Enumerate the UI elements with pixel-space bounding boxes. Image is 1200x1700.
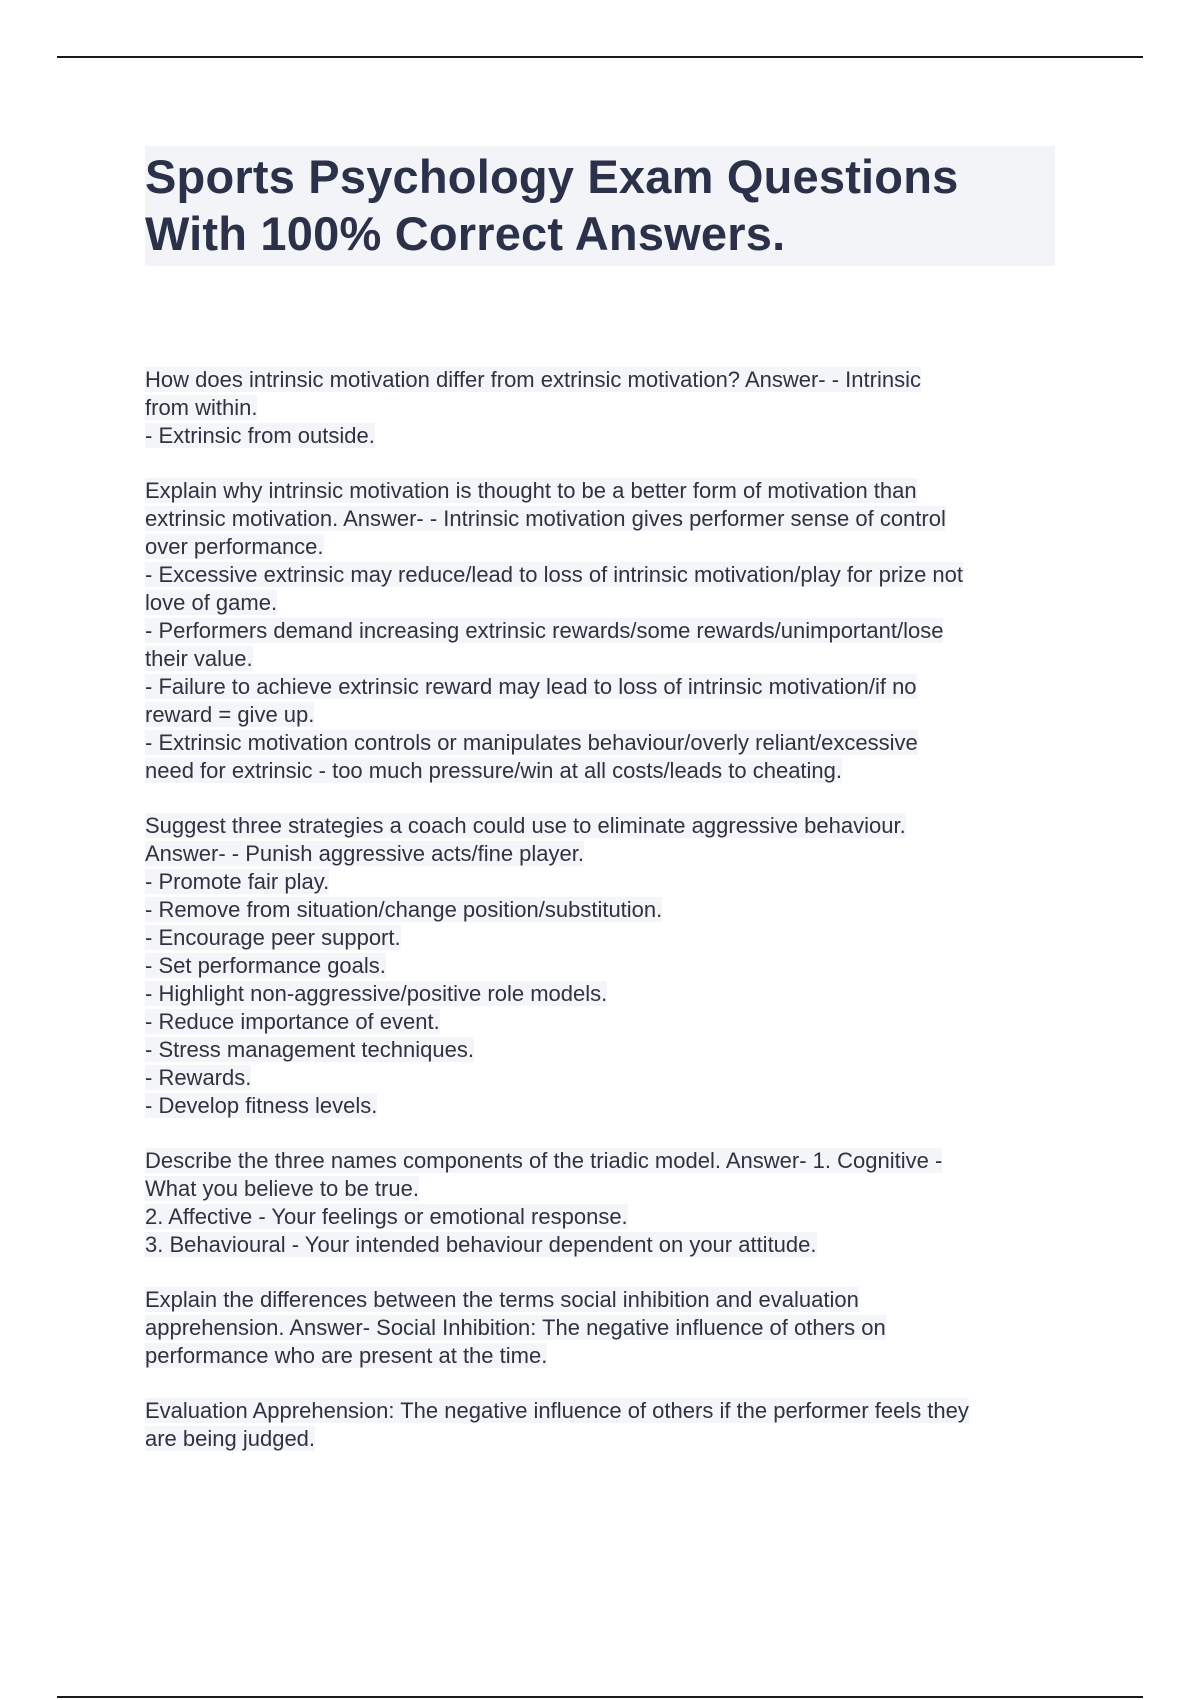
text-line: How does intrinsic motivation differ from extrinsic motivation? Answer- - Intrinsic xyxy=(145,367,921,392)
text-line: from within. xyxy=(145,395,258,420)
text-line: What you believe to be true. xyxy=(145,1176,419,1201)
text-line: - Highlight non-aggressive/positive role models. xyxy=(145,981,608,1006)
text-line: apprehension. Answer- Social Inhibition: The negative influence of others on xyxy=(145,1315,886,1340)
text-line: Explain why intrinsic motivation is thought to be a better form of motivation than xyxy=(145,478,917,503)
text-line: - Develop fitness levels. xyxy=(145,1093,378,1118)
text-line: 2. Affective - Your feelings or emotional response. xyxy=(145,1204,628,1229)
text-line: - Remove from situation/change position/substitution. xyxy=(145,897,663,922)
qa-item-4 xyxy=(145,1147,1055,1259)
text-line: extrinsic motivation. Answer- - Intrinsic motivation gives performer sense of control xyxy=(145,506,946,531)
text-line: Describe the three names components of the triadic model. Answer- 1. Cognitive - xyxy=(145,1148,943,1173)
text-line: - Extrinsic from outside. xyxy=(145,423,375,448)
text-line: - Excessive extrinsic may reduce/lead to loss of intrinsic motivation/play for prize not xyxy=(145,562,963,587)
text-line: - Performers demand increasing extrinsic rewards/some rewards/unimportant/lose xyxy=(145,618,944,643)
text-line: Evaluation Apprehension: The negative influence of others if the performer feels they xyxy=(145,1398,969,1423)
text-line: - Set performance goals. xyxy=(145,953,386,978)
text-line: - Rewards. xyxy=(145,1065,252,1090)
text-line: - Stress management techniques. xyxy=(145,1037,474,1062)
text-line: their value. xyxy=(145,646,253,671)
title-block xyxy=(145,146,1055,266)
text-line: Suggest three strategies a coach could use to eliminate aggressive behaviour. xyxy=(145,813,906,838)
qa-item-2 xyxy=(145,477,1055,785)
text-line: 3. Behavioural - Your intended behaviour dependent on your attitude. xyxy=(145,1232,817,1257)
text-line: - Extrinsic motivation controls or manipulates behaviour/overly reliant/excessive xyxy=(145,730,918,755)
qa-item-6 xyxy=(145,1397,1055,1453)
text-line: - Encourage peer support. xyxy=(145,925,401,950)
text-line: need for extrinsic - too much pressure/win at all costs/leads to cheating. xyxy=(145,758,843,783)
title-line: Sports Psychology Exam Questions xyxy=(145,150,959,203)
text-line: - Promote fair play. xyxy=(145,869,330,894)
qa-item-1 xyxy=(145,366,1055,450)
footer-rule xyxy=(57,1696,1143,1698)
text-line: over performance. xyxy=(145,534,324,559)
qa-item-5 xyxy=(145,1286,1055,1370)
text-line: - Failure to achieve extrinsic reward may lead to loss of intrinsic motivation/if no xyxy=(145,674,917,699)
header-rule xyxy=(57,56,1143,58)
page-title xyxy=(145,148,1055,262)
text-line: love of game. xyxy=(145,590,278,615)
qa-item-3 xyxy=(145,812,1055,1120)
text-line: are being judged. xyxy=(145,1426,316,1451)
text-line: Explain the differences between the terms social inhibition and evaluation xyxy=(145,1287,859,1312)
text-line: performance who are present at the time. xyxy=(145,1343,548,1368)
text-line: - Reduce importance of event. xyxy=(145,1009,440,1034)
text-line: reward = give up. xyxy=(145,702,315,727)
document-body xyxy=(145,366,1055,1480)
title-line: With 100% Correct Answers. xyxy=(145,207,786,260)
text-line: Answer- - Punish aggressive acts/fine player. xyxy=(145,841,584,866)
